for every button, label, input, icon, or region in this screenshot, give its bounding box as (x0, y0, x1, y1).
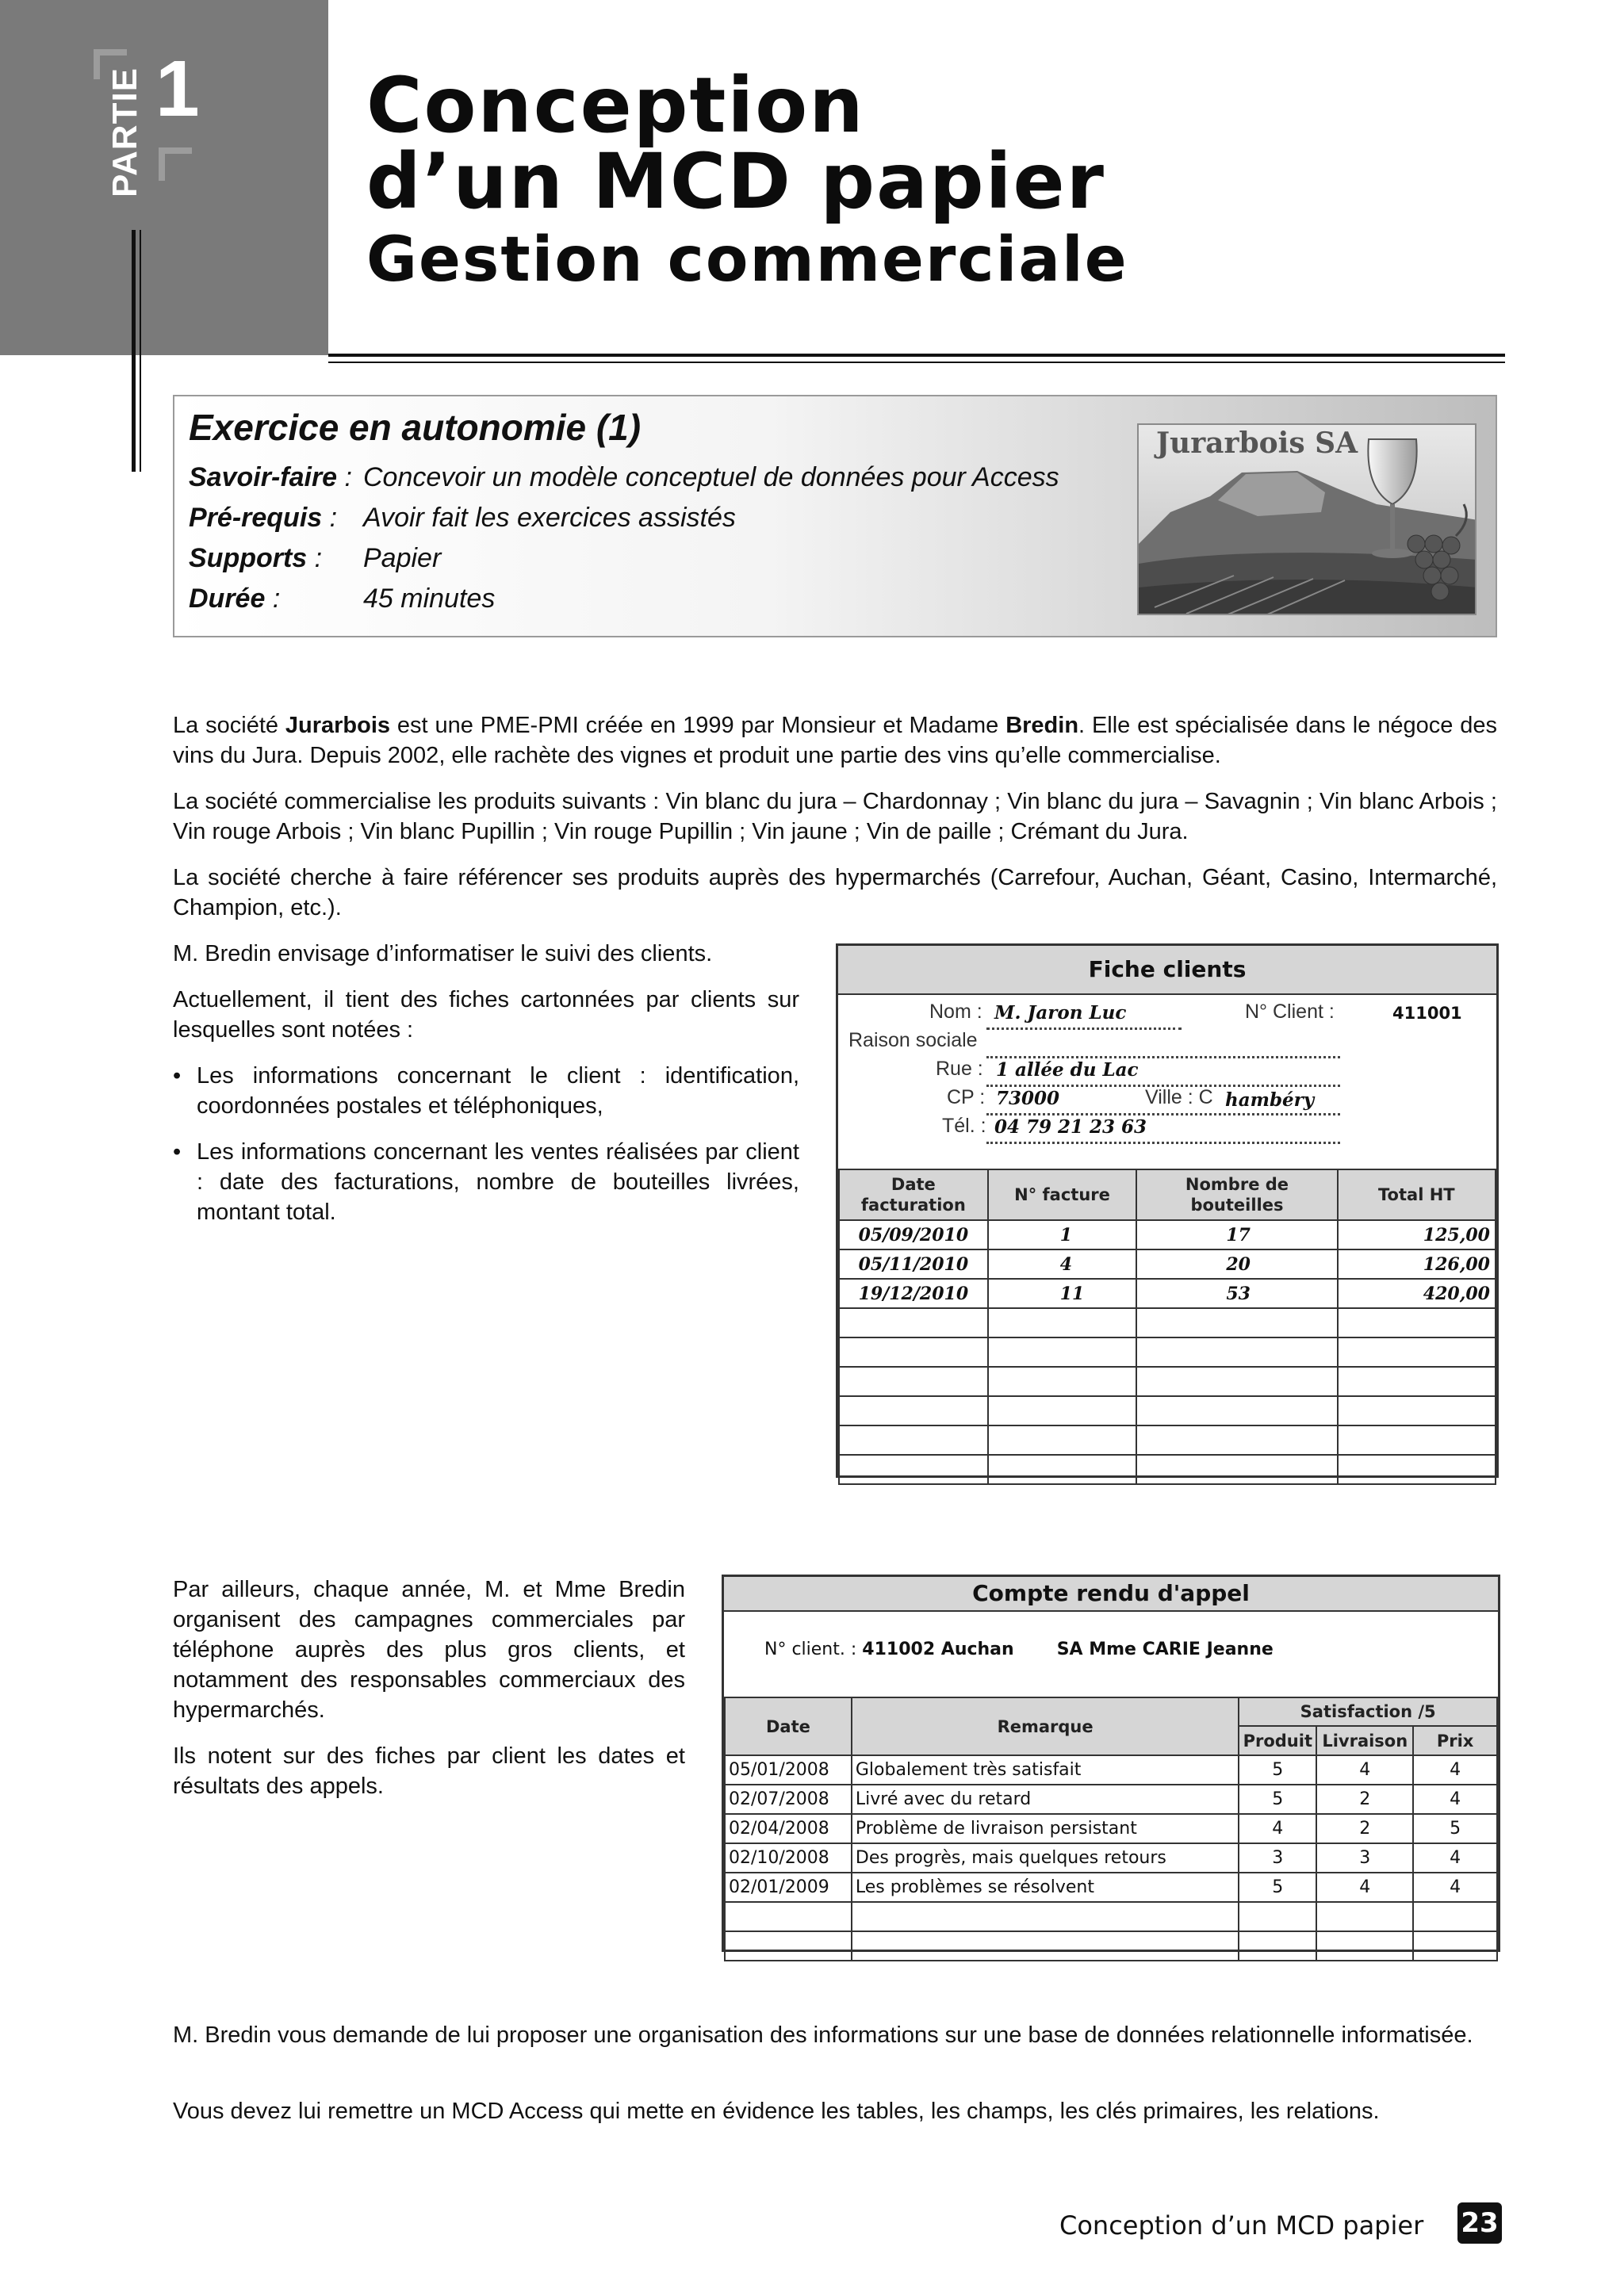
fiche-nom-value: M. Jaron Luc (994, 1002, 1127, 1024)
intro-paragraph-4: M. Bredin envisage d’informatiser le suivi des clients. (173, 941, 713, 966)
table-row: 19/12/2010 11 53 420,00 (839, 1279, 1496, 1308)
fiche-nom-label: Nom : (929, 1001, 982, 1023)
column-header: Satisfaction /5 (1239, 1697, 1497, 1726)
bullet-sales-info: • Les informations concernant les ventes réalisées par client : date des facturations, nombre de bouteilles livrées, montant total. (173, 1137, 799, 1227)
bullet-client-info: • Les informations concernant le client : identification, coordonnées postales et téléphoniques, (173, 1061, 799, 1121)
table-row: 02/07/2008 Livré avec du retard 5 2 4 (725, 1785, 1497, 1814)
column-header: Total HT (1338, 1169, 1496, 1220)
page-title-line1: Conception (366, 61, 865, 150)
column-header: Produit (1239, 1726, 1316, 1755)
fiche-sales-table (838, 1169, 1496, 1485)
column-header: Date facturation (839, 1169, 988, 1220)
column-header: Prix (1413, 1726, 1497, 1755)
fiche-tel-value: 04 79 21 23 63 (994, 1116, 1147, 1138)
column-header: Date (725, 1697, 852, 1755)
header-rule (328, 354, 1505, 357)
fiche-ville-label: Ville : C (1145, 1086, 1213, 1108)
compte-rendu-title: Compte rendu d'appel (724, 1577, 1498, 1612)
page-number: 23 (1457, 2202, 1502, 2244)
vertical-rule (140, 230, 141, 472)
dotted-line (986, 1142, 1340, 1144)
bracket-decoration (159, 147, 192, 181)
exercise-row-duree: Durée : 45 minutes (189, 584, 496, 614)
exercise-row-prerequis: Pré-requis : Avoir fait les exercices assistés (189, 503, 736, 533)
table-row: 05/09/2010 1 17 125,00 (839, 1220, 1496, 1249)
logo-text: Jurarbois SA (1156, 427, 1358, 460)
fiche-cp-label: CP : (947, 1086, 986, 1108)
table-row: 02/01/2009 Les problèmes se résolvent 5 4 4 (725, 1873, 1497, 1902)
column-header: Livraison (1316, 1726, 1413, 1755)
column-header: N° facture (988, 1169, 1137, 1220)
empty-row (725, 1931, 1497, 1961)
fiche-raison-label: Raison sociale (848, 1029, 978, 1051)
conclusion-paragraph-2: Vous devez lui remettre un MCD Access qui mette en évidence les tables, les champs, les clés primaires, les relations. (173, 2099, 1380, 2124)
fiche-rue-label: Rue : (936, 1058, 983, 1080)
exercise-row-supports: Supports : Papier (189, 543, 442, 573)
empty-row (839, 1337, 1496, 1367)
empty-row (839, 1396, 1496, 1425)
campaign-paragraph-2: Ils notent sur des fiches par client les dates et résultats des appels. (173, 1743, 685, 1799)
fiche-rue-value: 1 allée du Lac (996, 1059, 1139, 1081)
empty-row (839, 1455, 1496, 1484)
header-rule (328, 362, 1505, 363)
compte-rendu-client: N° client. : 411002 Auchan SA Mme CARIE Jeanne (764, 1640, 1274, 1659)
table-row: 05/01/2008 Globalement très satisfait 5 4 4 (725, 1755, 1497, 1785)
page-title-line2: d’un MCD papier (366, 137, 1105, 226)
intro-paragraph-1: La société Jurarbois est une PME-PMI créée en 1999 par Monsieur et Madame Bredin. Elle est spécialisée dans le négoce des vins du Jura. Depuis 2002, elle rachète des vignes et produit une partie des vins qu’elle commercialise. (173, 713, 1497, 768)
intro-paragraph-3: La société cherche à faire référencer ses produits auprès des hypermarchés (Carrefour, Auchan, Géant, Casino, Intermarché, Champion, etc.). (173, 865, 1497, 920)
fiche-tel-label: Tél. : (942, 1115, 986, 1137)
empty-row (725, 1902, 1497, 1931)
footer-title: Conception d’un MCD papier (1059, 2210, 1424, 2241)
exercise-title: Exercice en autonomie (1) (189, 407, 642, 448)
fiche-cp-value: 73000 (996, 1088, 1060, 1109)
vertical-rule (132, 230, 136, 472)
intro-paragraph-2: La société commercialise les produits suivants : Vin blanc du jura – Chardonnay ; Vin blanc du jura – Savagnin ; Vin blanc Arbois ; Vin rouge Arbois ; Vin blanc Pupillin ; Vin rouge Pupillin ; Vin jaune ; Vin de paille ; Crémant du Jura. (173, 789, 1497, 844)
table-row: 05/11/2010 4 20 126,00 (839, 1249, 1496, 1279)
page-subtitle: Gestion commerciale (366, 224, 1128, 296)
campaign-paragraph-1: Par ailleurs, chaque année, M. et Mme Bredin organisent des campagnes commerciales par téléphone auprès des plus gros clients, et notamment des responsables commerciaux des hypermarchés. (173, 1577, 685, 1723)
fiche-clients-title: Fiche clients (838, 946, 1496, 995)
call-report-table (724, 1697, 1498, 1961)
exercise-row-savoir-faire: Savoir-faire : Concevoir un modèle conceptuel de données pour Access (189, 462, 1059, 492)
part-label: PARTIE (105, 67, 144, 198)
table-row: 02/10/2008 Des progrès, mais quelques retours 3 3 4 (725, 1843, 1497, 1873)
table-row: 02/04/2008 Problème de livraison persistant 4 2 5 (725, 1814, 1497, 1843)
dotted-line (986, 1056, 1340, 1058)
fiche-client-value: 411001 (1392, 1004, 1462, 1023)
empty-row (839, 1367, 1496, 1396)
column-header: Remarque (852, 1697, 1239, 1755)
fiche-ville-value: hambéry (1225, 1089, 1315, 1111)
column-header: Nombre de bouteilles (1136, 1169, 1337, 1220)
fiche-client-label: N° Client : (1245, 1001, 1335, 1023)
empty-row (839, 1425, 1496, 1455)
empty-row (839, 1308, 1496, 1337)
intro-paragraph-5: Actuellement, il tient des fiches cartonnées par clients sur lesquelles sont notées : (173, 987, 799, 1043)
conclusion-paragraph-1: M. Bredin vous demande de lui proposer une organisation des informations sur une base de données relationnelle informatisée. (173, 2022, 1473, 2048)
part-number: 1 (155, 44, 200, 133)
dotted-line (986, 1027, 1182, 1030)
dotted-line (986, 1113, 1340, 1115)
